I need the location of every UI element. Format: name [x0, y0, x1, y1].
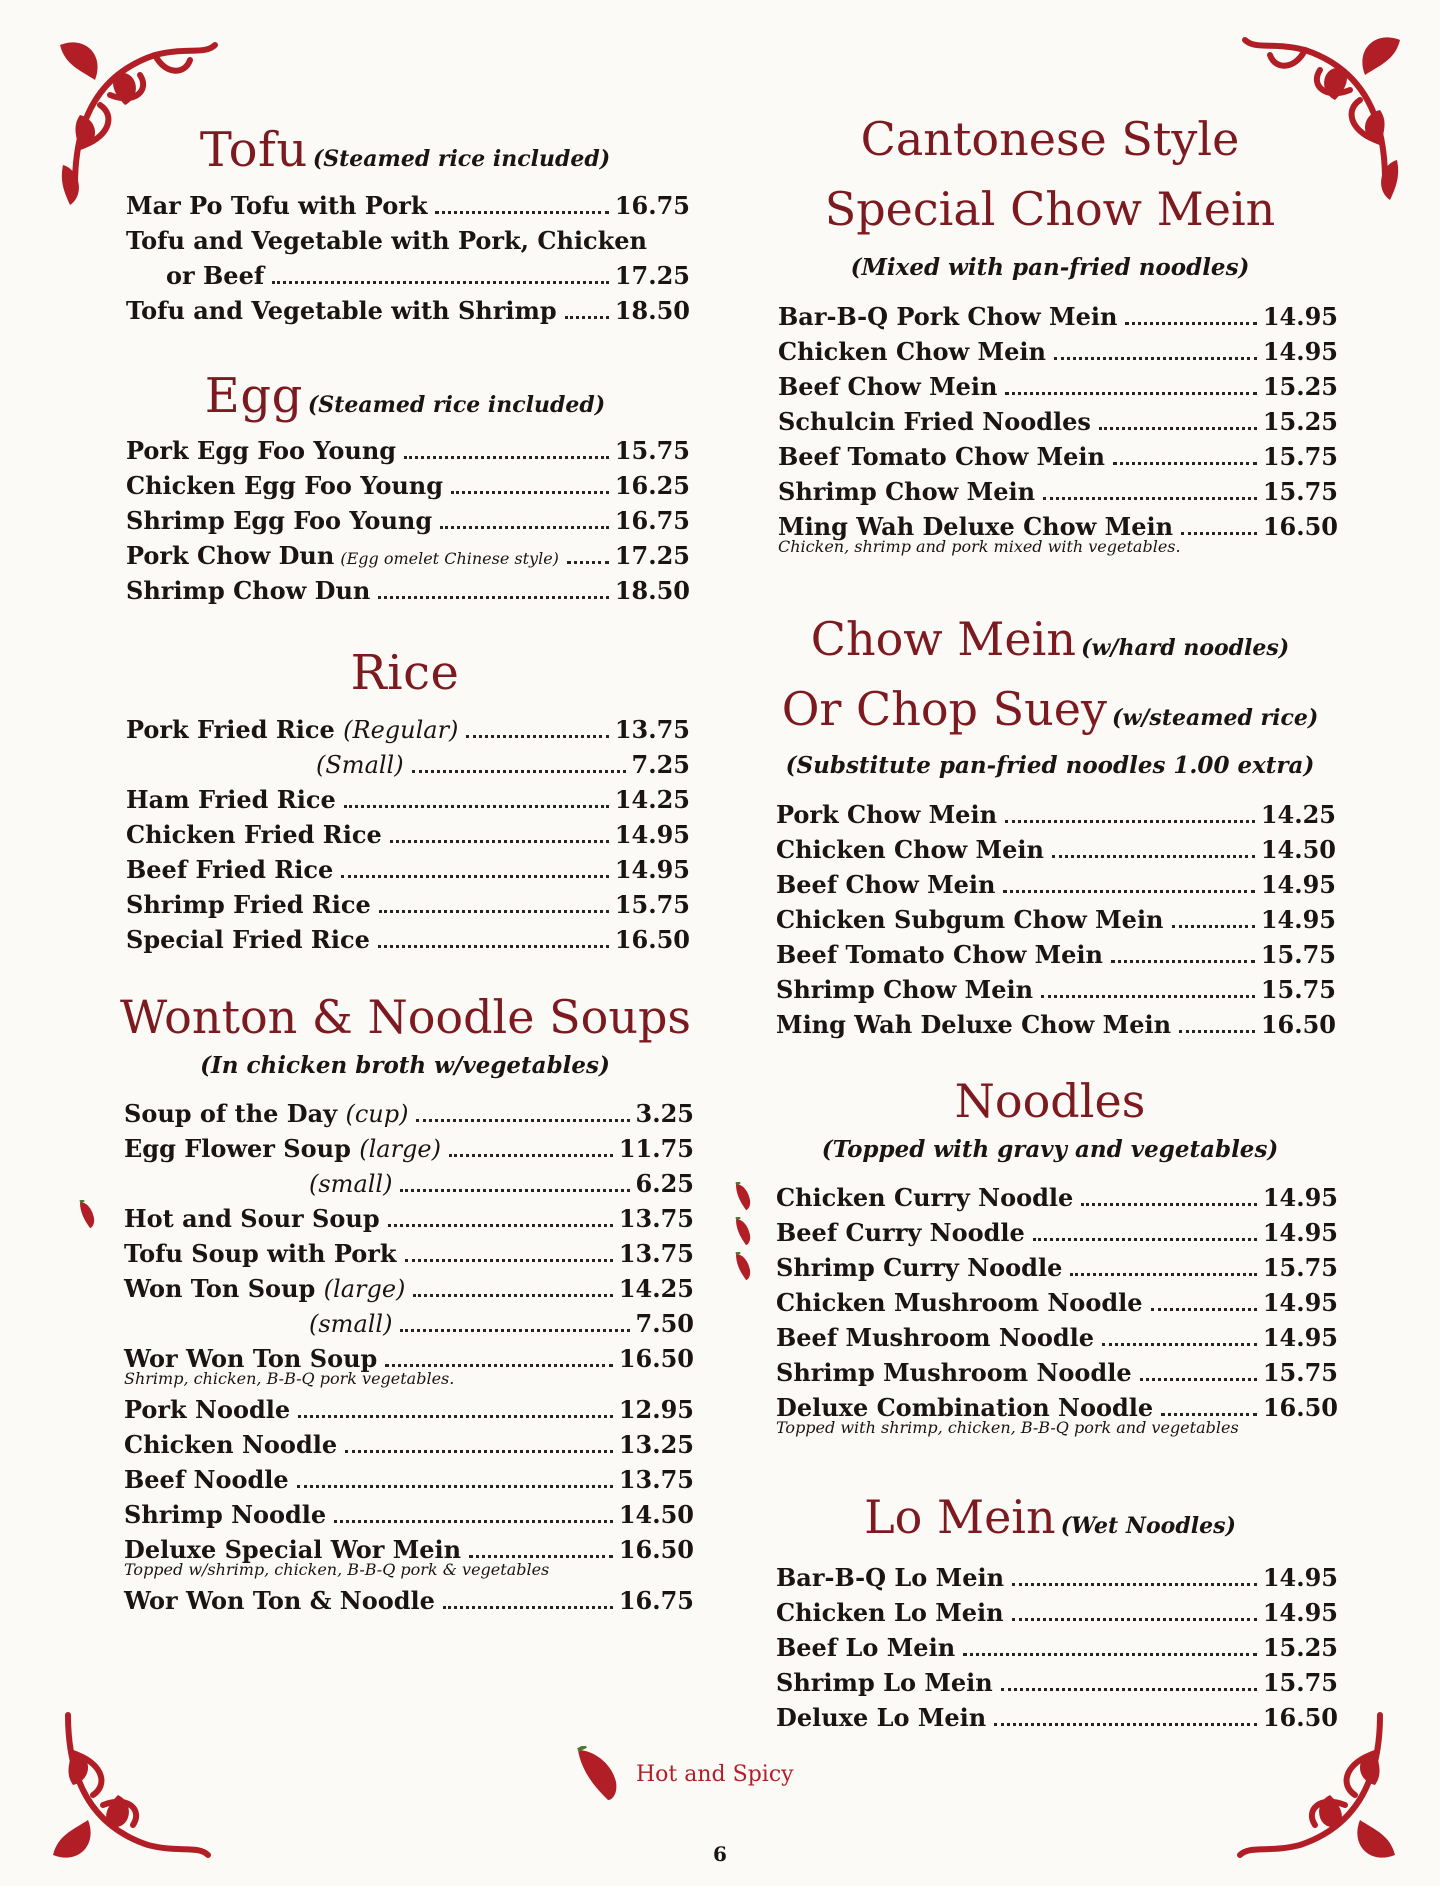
menu-item: Deluxe Special Wor Mein 16.50 — [124, 1532, 694, 1567]
menu-item: Mar Po Tofu with Pork 16.75 — [126, 188, 690, 223]
menu-item: Deluxe Lo Mein 16.50 — [776, 1700, 1338, 1735]
item-price: 14.25 — [1260, 800, 1336, 829]
page-number: 6 — [713, 1842, 727, 1866]
section-note-substitute: (Substitute pan-fried noodles 1.00 extra) — [785, 752, 1315, 779]
section-items-chow-mein — [776, 797, 1336, 1042]
item-price: 16.75 — [618, 1586, 694, 1615]
menu-item: Chicken Mushroom Noodle 14.95 — [776, 1285, 1338, 1320]
section-note: (Wet Noodles) — [1060, 1513, 1236, 1539]
menu-item: Chicken Chow Mein 14.95 — [778, 334, 1338, 369]
section-note: (w/hard noodles) — [1081, 635, 1290, 661]
item-price: 13.75 — [618, 1465, 694, 1494]
item-price: 14.50 — [1260, 835, 1336, 864]
chili-pepper-icon — [732, 1217, 754, 1247]
spicy-legend — [572, 1746, 794, 1802]
menu-item: Beef Noodle 13.75 — [124, 1462, 694, 1497]
item-price: 11.75 — [618, 1134, 694, 1163]
section-title-line2: Special Chow Mein — [824, 182, 1276, 236]
item-description: Topped with shrimp, chicken, B-B-Q pork and vegetables — [776, 1418, 1239, 1437]
item-price: 16.75 — [614, 506, 690, 535]
item-price: 14.95 — [614, 855, 690, 884]
menu-item: Beef Chow Mein 15.25 — [778, 369, 1338, 404]
item-price: 15.75 — [614, 436, 690, 465]
item-price: 15.75 — [1262, 1358, 1338, 1387]
item-price: 14.95 — [1262, 1183, 1338, 1212]
menu-item: Soup of the Day (cup) 3.25 — [124, 1096, 694, 1131]
item-price: 7.50 — [635, 1309, 694, 1338]
section-items-cantonese — [778, 299, 1338, 560]
menu-item: Shrimp Fried Rice 15.75 — [126, 887, 690, 922]
corner-ornament-bottom-left — [48, 1695, 218, 1865]
menu-item: Pork Chow Dun (Egg omelet Chinese style) 17.25 — [126, 538, 690, 573]
item-price: 14.95 — [1262, 337, 1338, 366]
menu-item: Chicken Lo Mein 14.95 — [776, 1595, 1338, 1630]
section-title-line1: Cantonese Style — [860, 112, 1240, 166]
section-note: (Steamed rice included) — [312, 146, 611, 172]
item-price: 14.50 — [618, 1500, 694, 1529]
menu-item: Beef Chow Mein 14.95 — [776, 867, 1336, 902]
section-heading-egg — [120, 368, 690, 424]
item-price: 17.25 — [614, 541, 690, 570]
item-price: 16.50 — [614, 925, 690, 954]
item-price: 13.75 — [614, 715, 690, 744]
item-price: 14.25 — [618, 1274, 694, 1303]
menu-item: Shrimp Chow Dun 18.50 — [126, 573, 690, 608]
section-note-noodles: (Topped with gravy and vegetables) — [821, 1136, 1279, 1163]
menu-item: Ming Wah Deluxe Chow Mein 16.50 — [778, 509, 1338, 544]
item-price: 17.25 — [614, 261, 690, 290]
item-description: Shrimp, chicken, B-B-Q pork vegetables. — [124, 1369, 455, 1388]
corner-ornament-top-left — [55, 35, 225, 205]
menu-item: Chicken Noodle 13.25 — [124, 1427, 694, 1462]
section-title-line1: Chow Mein — [810, 612, 1076, 666]
section-heading-soups — [120, 990, 690, 1044]
item-price: 12.95 — [618, 1395, 694, 1424]
menu-item: Special Fried Rice 16.50 — [126, 922, 690, 957]
menu-item: Chicken Egg Foo Young 16.25 — [126, 468, 690, 503]
menu-item: Tofu and Vegetable with Shrimp 18.50 — [126, 293, 690, 328]
menu-item-size: (Small) 7.25 — [126, 747, 690, 782]
item-price: 15.25 — [1262, 372, 1338, 401]
item-price: 16.50 — [618, 1535, 694, 1564]
menu-item-spicy: Shrimp Curry Noodle 15.75 — [776, 1250, 1338, 1285]
menu-item: Shrimp Mushroom Noodle 15.75 — [776, 1355, 1338, 1390]
section-title: Noodles — [954, 1074, 1146, 1128]
item-price: 15.25 — [1262, 407, 1338, 436]
chili-pepper-icon — [76, 1200, 98, 1230]
item-price: 13.75 — [618, 1239, 694, 1268]
item-price: 14.95 — [614, 820, 690, 849]
section-heading-lo-mein — [770, 1490, 1330, 1544]
menu-item-continued: or Beef 17.25 — [126, 258, 690, 293]
item-price: 14.25 — [614, 785, 690, 814]
item-price: 16.50 — [1262, 512, 1338, 541]
menu-item: Tofu Soup with Pork 13.75 — [124, 1236, 694, 1271]
menu-item: Shrimp Noodle 14.50 — [124, 1497, 694, 1532]
menu-item-spicy: Hot and Sour Soup 13.75 — [124, 1201, 694, 1236]
section-heading-rice — [120, 645, 690, 701]
menu-item: Egg Flower Soup (large) 11.75 — [124, 1131, 694, 1166]
item-price: 14.95 — [1262, 1563, 1338, 1592]
item-price: 15.75 — [1262, 1253, 1338, 1282]
menu-item: Bar-B-Q Lo Mein 14.95 — [776, 1560, 1338, 1595]
item-price: 15.75 — [1262, 1668, 1338, 1697]
menu-item: Chicken Chow Mein 14.50 — [776, 832, 1336, 867]
item-price: 15.25 — [1262, 1633, 1338, 1662]
menu-item: Beef Mushroom Noodle 14.95 — [776, 1320, 1338, 1355]
menu-item: Schulcin Fried Noodles 15.25 — [778, 404, 1338, 439]
item-price: 14.95 — [1262, 302, 1338, 331]
section-title: Wonton & Noodle Soups — [120, 990, 692, 1044]
item-price: 14.95 — [1260, 870, 1336, 899]
menu-item: Wor Won Ton Soup 16.50 — [124, 1341, 694, 1376]
chili-pepper-icon — [732, 1182, 754, 1212]
item-price: 6.25 — [635, 1169, 694, 1198]
menu-item: Chicken Fried Rice 14.95 — [126, 817, 690, 852]
legend-label: Hot and Spicy — [636, 1761, 794, 1787]
item-price: 15.75 — [1262, 442, 1338, 471]
menu-item: Ham Fried Rice 14.25 — [126, 782, 690, 817]
item-price: 14.95 — [1262, 1598, 1338, 1627]
menu-item: Pork Noodle 12.95 — [124, 1392, 694, 1427]
section-items-rice — [126, 712, 690, 957]
section-title: Rice — [350, 645, 460, 701]
item-price: 18.50 — [614, 576, 690, 605]
item-description: Chicken, shrimp and pork mixed with vegetables. — [778, 537, 1181, 556]
item-price: 14.95 — [1260, 905, 1336, 934]
item-price: 7.25 — [631, 750, 690, 779]
menu-item: Beef Lo Mein 15.25 — [776, 1630, 1338, 1665]
item-price: 14.95 — [1262, 1218, 1338, 1247]
menu-item: Shrimp Egg Foo Young 16.75 — [126, 503, 690, 538]
menu-item-size: (small) 6.25 — [124, 1166, 694, 1201]
menu-item: Pork Egg Foo Young 15.75 — [126, 433, 690, 468]
section-heading-cantonese — [770, 112, 1330, 166]
menu-item: Shrimp Lo Mein 15.75 — [776, 1665, 1338, 1700]
item-price: 16.50 — [618, 1344, 694, 1373]
menu-item: Chicken Subgum Chow Mein 14.95 — [776, 902, 1336, 937]
menu-item: Beef Tomato Chow Mein 15.75 — [776, 937, 1336, 972]
item-price: 14.95 — [1262, 1288, 1338, 1317]
section-note-soups: (In chicken broth w/vegetables) — [200, 1052, 610, 1079]
section-items-soups — [124, 1096, 694, 1618]
menu-item: Beef Fried Rice 14.95 — [126, 852, 690, 887]
section-items-egg — [126, 433, 690, 608]
menu-item-size: (small) 7.50 — [124, 1306, 694, 1341]
section-heading-noodles — [770, 1074, 1330, 1128]
menu-item: Pork Fried Rice (Regular) 13.75 — [126, 712, 690, 747]
menu-item: Beef Tomato Chow Mein 15.75 — [778, 439, 1338, 474]
section-title-line2: Or Chop Suey — [781, 682, 1107, 736]
item-price: 16.25 — [614, 471, 690, 500]
section-note: (w/steamed rice) — [1112, 705, 1319, 731]
item-price: 15.75 — [1260, 975, 1336, 1004]
section-heading-tofu — [120, 122, 690, 178]
item-price: 3.25 — [635, 1099, 694, 1128]
section-title: Tofu — [199, 122, 308, 178]
section-title: Egg — [204, 368, 303, 424]
menu-item: Won Ton Soup (large) 14.25 — [124, 1271, 694, 1306]
section-items-tofu — [126, 188, 690, 328]
menu-item: Shrimp Chow Mein 15.75 — [776, 972, 1336, 1007]
menu-item: Bar-B-Q Pork Chow Mein 14.95 — [778, 299, 1338, 334]
menu-item: Ming Wah Deluxe Chow Mein 16.50 — [776, 1007, 1336, 1042]
section-note-cantonese: (Mixed with pan-fried noodles) — [850, 254, 1250, 281]
menu-item: Deluxe Combination Noodle 16.50 — [776, 1390, 1338, 1425]
item-price: 16.50 — [1262, 1393, 1338, 1422]
item-description: Topped w/shrimp, chicken, B-B-Q pork & vegetables — [124, 1560, 550, 1579]
section-heading-chop-suey — [770, 682, 1330, 736]
chili-pepper-icon — [572, 1746, 624, 1802]
section-heading-cantonese-2 — [770, 182, 1330, 236]
menu-item: Wor Won Ton & Noodle 16.75 — [124, 1583, 694, 1618]
item-price: 13.25 — [618, 1430, 694, 1459]
section-items-noodles — [776, 1180, 1338, 1441]
chili-pepper-icon — [732, 1252, 754, 1282]
item-price: 16.50 — [1260, 1010, 1336, 1039]
item-price: 15.75 — [614, 890, 690, 919]
item-price: 16.50 — [1262, 1703, 1338, 1732]
item-price: 16.75 — [614, 191, 690, 220]
item-price: 14.95 — [1262, 1323, 1338, 1352]
section-heading-chow-mein — [770, 612, 1330, 666]
menu-item: Shrimp Chow Mein 15.75 — [778, 474, 1338, 509]
section-title: Lo Mein — [864, 1490, 1056, 1544]
menu-item: Tofu and Vegetable with Pork, Chicken — [126, 226, 647, 255]
item-price: 15.75 — [1262, 477, 1338, 506]
section-note: (Steamed rice included) — [307, 392, 606, 418]
section-items-lo-mein — [776, 1560, 1338, 1735]
menu-item: Pork Chow Mein 14.25 — [776, 797, 1336, 832]
item-price: 15.75 — [1260, 940, 1336, 969]
item-price: 13.75 — [618, 1204, 694, 1233]
item-price: 18.50 — [614, 296, 690, 325]
menu-item-spicy: Beef Curry Noodle 14.95 — [776, 1215, 1338, 1250]
menu-item-spicy: Chicken Curry Noodle 14.95 — [776, 1180, 1338, 1215]
